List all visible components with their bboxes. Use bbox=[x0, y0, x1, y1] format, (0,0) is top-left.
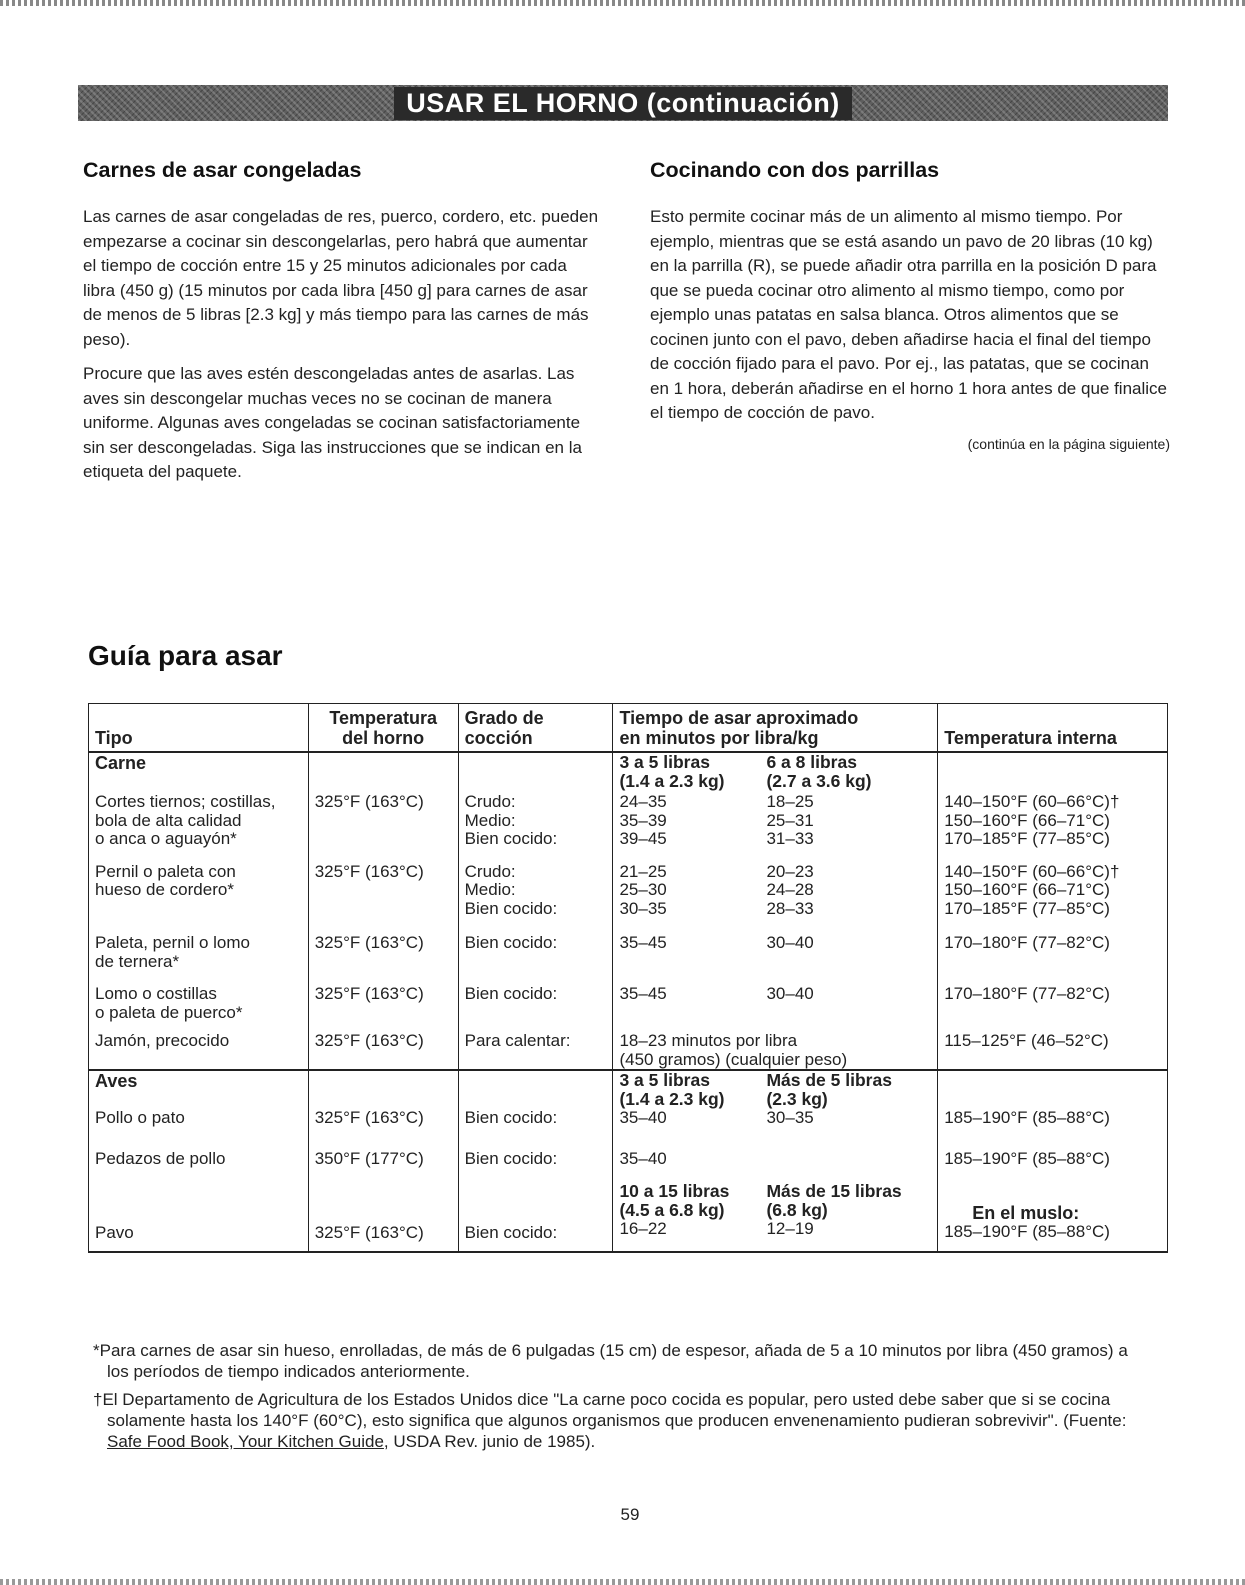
table-row: Jamón, precocido 325°F (163°C) Para calentar: 18–23 minutos por libra (450 gramos) (cualquier peso) 115–125°F (46–52°C) bbox=[89, 1022, 1168, 1070]
page-edge-bottom bbox=[0, 1579, 1245, 1585]
two-racks-paragraph: Esto permite cocinar más de un alimento al mismo tiempo. Por ejemplo, mientras que se está asando un pavo de 20 libras (10 kg) en la parrilla (R), se puede añadir otra parrilla en la posición D para que se pueda cocinar otro alimento al mismo tiempo, como por ejemplo unas patatas en salsa blanca. Otros alimentos que se cocinen junto con el pavo, deben añadirse hacia el final del tiempo de cocción fijado para el pavo. Por ej., las patatas, que se cocinan en 1 hora, deberán añadirse en el horno 1 hora antes de que finalice el tiempo de cocción de pavo. bbox=[650, 207, 1167, 422]
two-racks-section bbox=[650, 158, 1170, 452]
table-row: Pollo o pato 325°F (163°C) Bien cocido: 35–40 30–35 185–190°F (85–88°C) bbox=[89, 1109, 1168, 1128]
footnote-dagger: †El Departamento de Agricultura de los Estados Unidos dice "La carne poco cocida es popular, pero usted debe saber que si se cocina solamente hasta los 140°F (60°C), esto significa que algunos organismos que producen envenenamiento pudieran sobrevivir". (Fuente: Safe Food Book, Your Kitchen Guide, USDA Rev. junio de 1985). bbox=[93, 1390, 1127, 1451]
header-grado: Grado de cocción bbox=[458, 704, 613, 753]
two-racks-heading: Cocinando con dos parrillas bbox=[650, 158, 940, 182]
header-interna: Temperatura interna bbox=[938, 704, 1168, 753]
table-row: Pedazos de pollo 350°F (177°C) Bien cocido: 35–40 185–190°F (85–88°C) bbox=[89, 1128, 1168, 1169]
frozen-roasts-section bbox=[83, 158, 603, 495]
roasting-guide-title: Guía para asar bbox=[88, 640, 283, 671]
header-tipo: Tipo bbox=[89, 704, 309, 753]
section-label-carne: Carne bbox=[95, 753, 147, 773]
footnotes bbox=[93, 1340, 1153, 1459]
table-row: Cortes tiernos; costillas, bola de alta calidad o anca o aguayón* 325°F (163°C) Crudo: Medio: Bien cocido: 24–35 18–25 35–39 25–31 39–45 31–33 140–150°F (60–66°C)† 150–160°F (66–71°C) 170–185°F (77–85°C) bbox=[89, 791, 1168, 849]
table-row: Paleta, pernil o lomo de ternera* 325°F (163°C) Bien cocido: 35–45 30–40 170–180°F (77–82°C) bbox=[89, 918, 1168, 971]
table-header-row bbox=[89, 704, 1168, 753]
roasting-guide-table bbox=[88, 703, 1168, 1253]
header-tiempo: Tiempo de asar aproximado en minutos por libra/kg bbox=[613, 704, 938, 753]
table-row: Pernil o paleta con hueso de cordero* 325°F (163°C) Crudo: Medio: Bien cocido: 21–25 20–23 25–30 24–28 30–35 28–33 140–150°F (60–66°C)† 150–160°F (66–71°C) 170–185°F (77–85°C) bbox=[89, 849, 1168, 919]
banner-title: USAR EL HORNO (continuación) bbox=[394, 87, 852, 120]
table-row bbox=[89, 752, 1168, 791]
frozen-roasts-heading: Carnes de asar congeladas bbox=[83, 158, 362, 182]
weight-headers-aves: 3 a 5 libras (1.4 a 2.3 kg) Más de 5 libras (2.3 kg) bbox=[619, 1070, 892, 1109]
source-title: Safe Food Book, Your Kitchen Guide bbox=[107, 1432, 384, 1451]
table-row: Pavo 325°F (163°C) Bien cocido: 10 a 15 libras (4.5 a 6.8 kg) Más de 15 libras (6.8 kg) 16–22 12–19 En el muslo: 185–190°F (85–88°C) bbox=[89, 1168, 1168, 1252]
footnote-asterisk: *Para carnes de asar sin hueso, enrolladas, de más de 6 pulgadas (15 cm) de espesor, añada de 5 a 10 minutos por libra (450 gramos) a los períodos de tiempo indicados anteriormente. bbox=[93, 1341, 1128, 1381]
weight-headers-pavo: 10 a 15 libras (4.5 a 6.8 kg) Más de 15 libras (6.8 kg) bbox=[619, 1181, 902, 1220]
section-banner bbox=[78, 85, 1168, 121]
page-number: 59 bbox=[620, 1505, 640, 1524]
frozen-roasts-paragraph-2: Procure que las aves estén descongeladas antes de asarlas. Las aves sin descongelar muchas veces no se cocinan de manera uniforme. Algunas aves congeladas se cocinan satisfactoriamente sin ser descongeladas. Siga las instrucciones que se indican en la etiqueta del paquete. bbox=[83, 364, 582, 481]
header-temperatura: Temperatura del horno bbox=[308, 704, 458, 753]
table-row bbox=[89, 1070, 1168, 1109]
continued-note: (continúa en la página siguiente) bbox=[967, 435, 1170, 452]
page-edge-top bbox=[0, 0, 1245, 6]
weight-headers-carne: 3 a 5 libras (1.4 a 2.3 kg) 6 a 8 libras (2.7 a 3.6 kg) bbox=[619, 752, 872, 791]
section-label-aves: Aves bbox=[95, 1071, 138, 1091]
table-row: Lomo o costillas o paleta de puerco* 325°F (163°C) Bien cocido: 35–45 30–40 170–180°F (77–82°C) bbox=[89, 971, 1168, 1022]
frozen-roasts-paragraph-1: Las carnes de asar congeladas de res, puerco, cordero, etc. pueden empezarse a cocinar sin descongelarlas, pero habrá que aumentar el tiempo de cocción entre 15 y 25 minutos adicionales por cada libra (450 g) (15 minutos por cada libra [450 g] para carnes de asar de menos de 5 libras [2.3 kg] y más tiempo para las carnes de más peso). bbox=[83, 207, 599, 349]
